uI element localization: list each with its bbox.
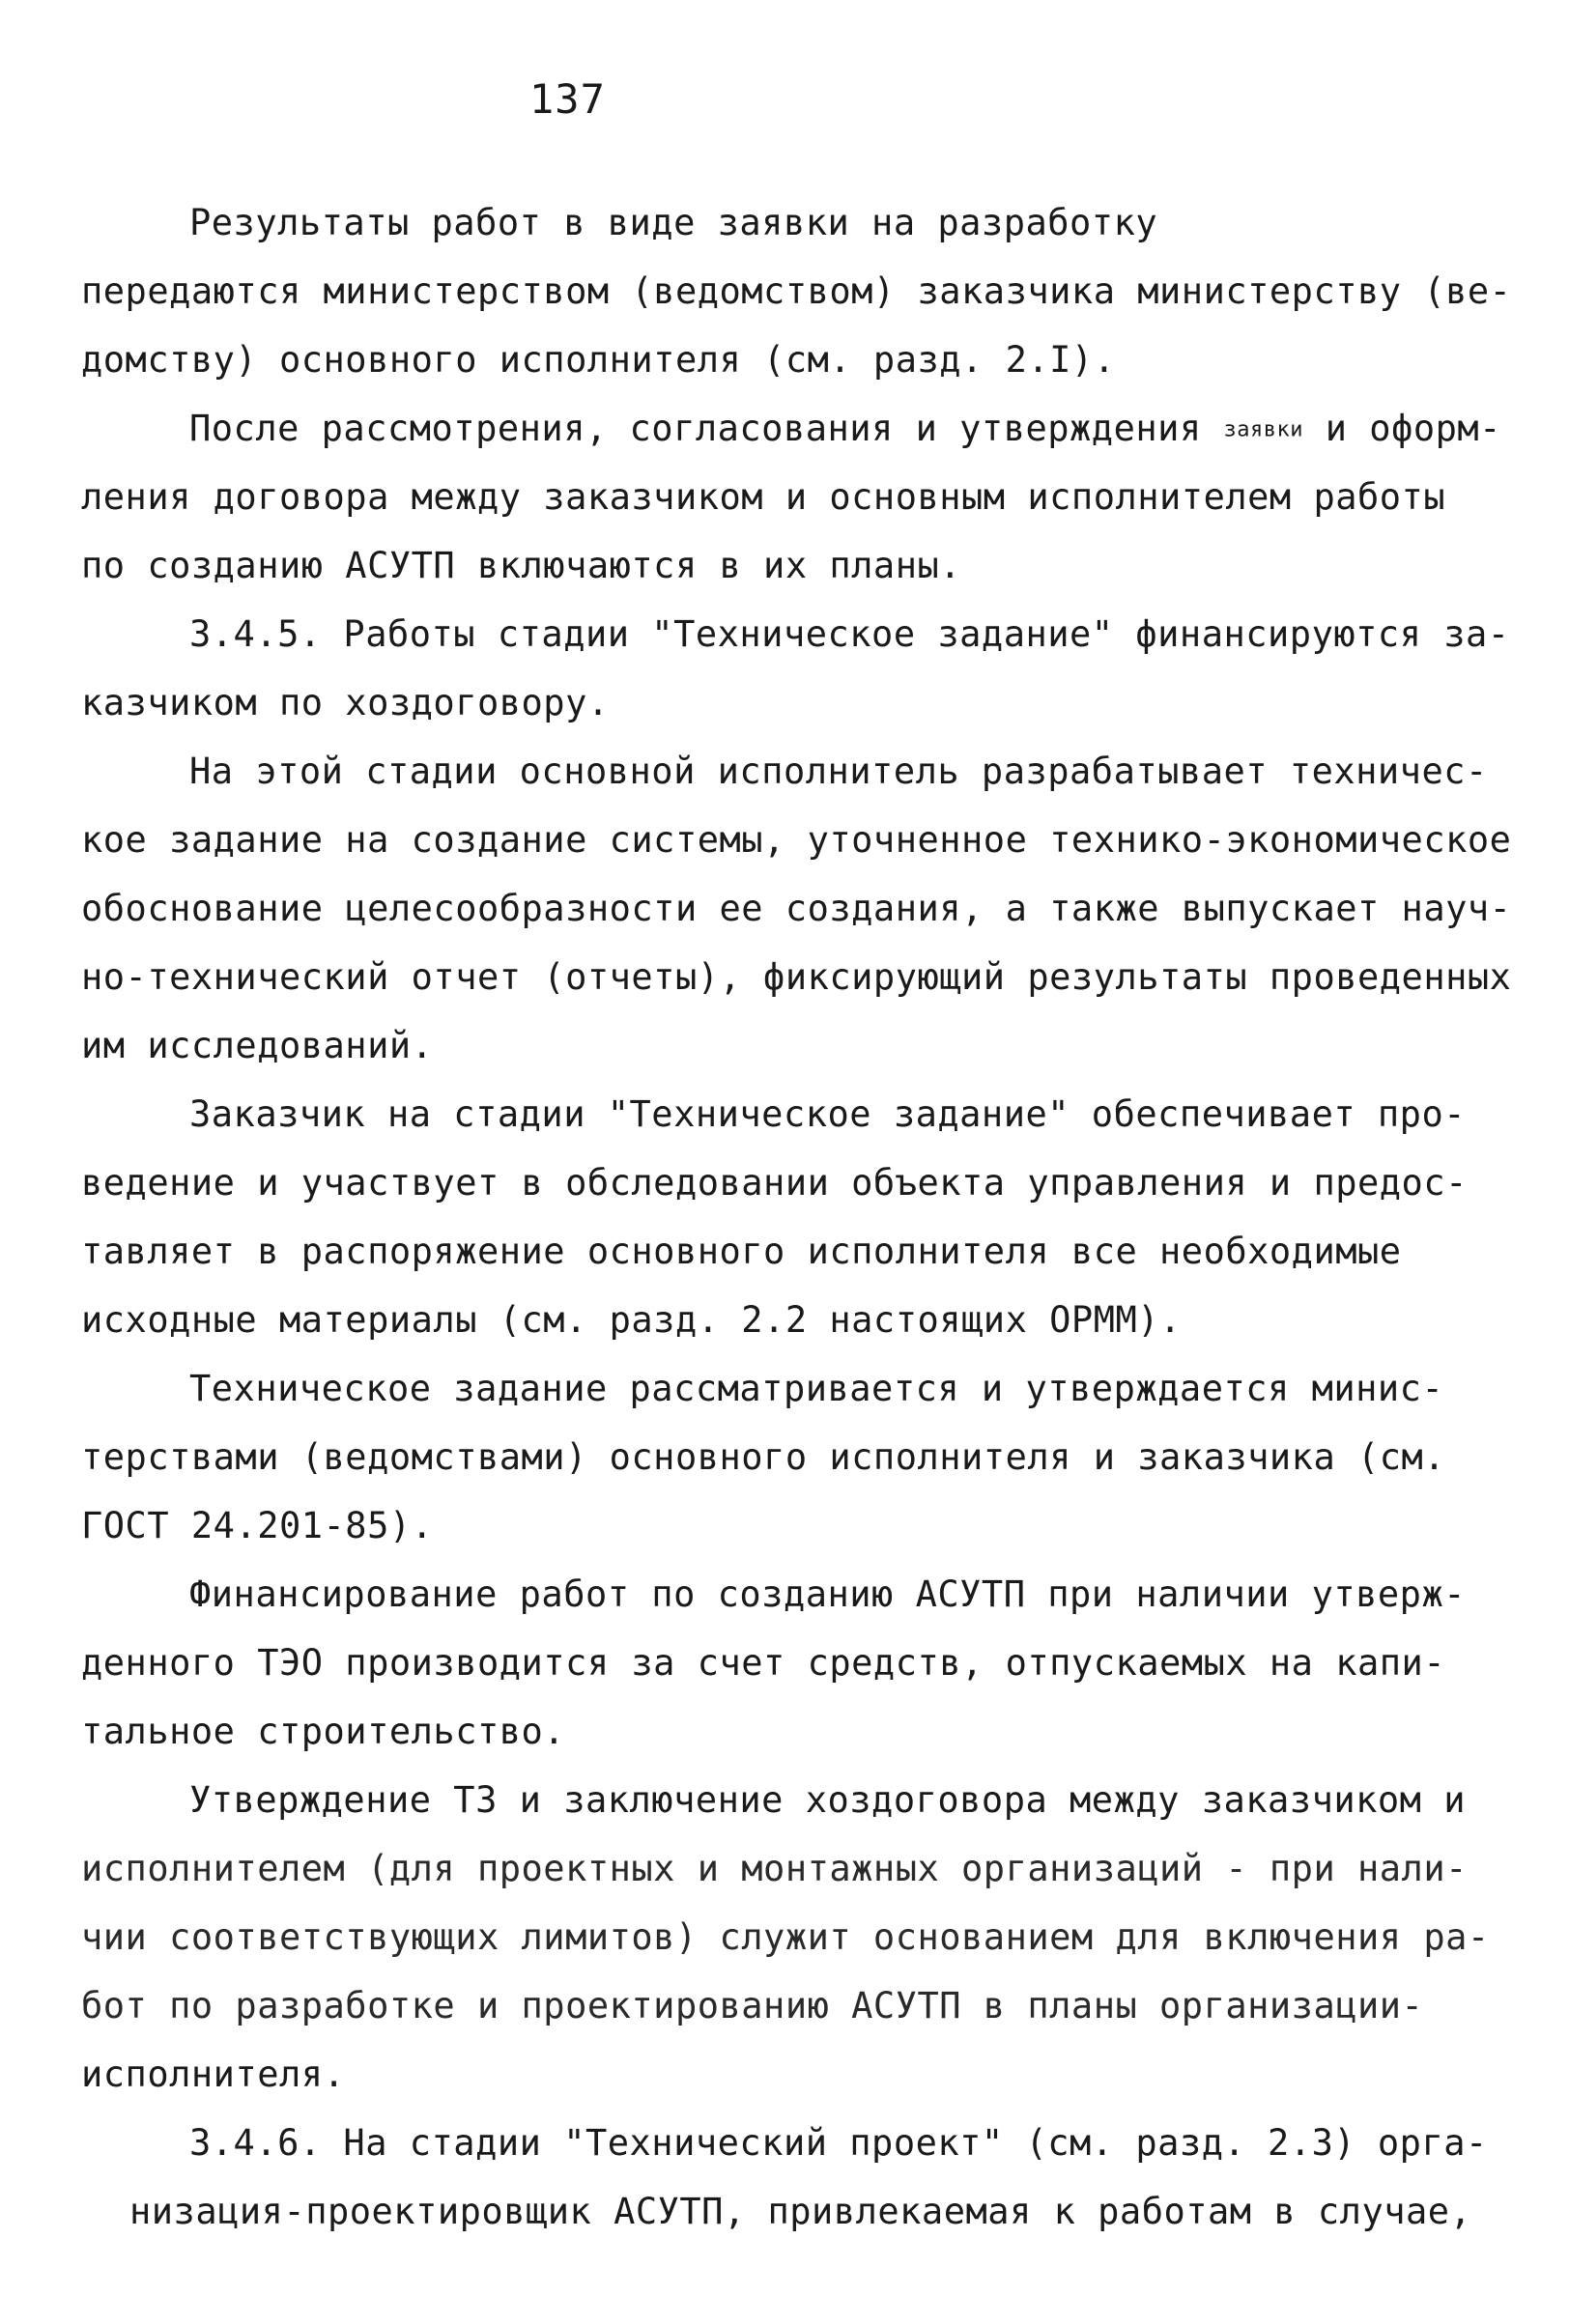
paragraph-line: тавляет в распоряжение основного исполнителя все необходимые — [81, 1231, 1402, 1272]
page-number: 137 — [529, 75, 606, 123]
paragraph-line: чии соответствующих лимитов) служит основанием для включения ра- — [81, 1916, 1490, 1958]
line-text: После рассмотрения, согласования и утверждения — [189, 408, 1202, 449]
paragraph-line: исходные материалы (см. разд. 2.2 настоящих ОРММ). — [81, 1299, 1182, 1341]
paragraph-line: 3.4.5. Работы стадии "Техническое задание" финансируются за- — [189, 613, 1510, 655]
paragraph-line: но-технический отчет (отчеты), фиксирующий результаты проведенных — [81, 956, 1512, 998]
paragraph-line: Результаты работ в виде заявки на разработку — [189, 202, 1158, 243]
paragraph-line: передаются министерством (ведомством) заказчика министерству (ве- — [81, 270, 1512, 312]
paragraph-line: кое задание на создание системы, уточненное технико-экономическое — [81, 819, 1512, 861]
paragraph-line: им исследований. — [81, 1025, 434, 1066]
paragraph-line — [189, 408, 1501, 449]
paragraph-line: Техническое задание рассматривается и утверждается минис- — [189, 1368, 1444, 1409]
paragraph-line: Заказчик на стадии "Техническое задание" обеспечивает про- — [189, 1093, 1467, 1135]
paragraph-line: Финансирование работ по созданию АСУТП при наличии утверж- — [189, 1573, 1467, 1615]
line-text: и оформ- — [1325, 408, 1501, 449]
paragraph-line: низация-проектировщик АСУТП, привлекаемая к работам в случае, — [129, 2191, 1472, 2232]
paragraph-line: по созданию АСУТП включаются в их планы. — [81, 545, 962, 586]
paragraph-line: Утверждение ТЗ и заключение хоздоговора между заказчиком и — [189, 1779, 1467, 1821]
paragraph-line: тальное строительство. — [81, 1711, 566, 1752]
paragraph-line: 3.4.6. На стадии "Технический проект" (см. разд. 2.3) орга- — [189, 2122, 1488, 2164]
paragraph-line: ведение и участвует в обследовании объекта управления и предос- — [81, 1162, 1468, 1204]
paragraph-line: домству) основного исполнителя (см. разд. 2.I). — [81, 339, 1116, 381]
paragraph-line: терствами (ведомствами) основного исполнителя и заказчика (см. — [81, 1436, 1446, 1478]
paragraph-line: исполнителем (для проектных и монтажных организаций - при нали- — [81, 1848, 1468, 1889]
paragraph-line: На этой стадии основной исполнитель разрабатывает техничес- — [189, 751, 1488, 792]
paragraph-line: ГОСТ 24.201-85). — [81, 1505, 434, 1546]
handwritten-insert: заявки — [1223, 417, 1303, 442]
paragraph-line: обоснование целесообразности ее создания, а также выпускает науч- — [81, 888, 1512, 929]
paragraph-line: бот по разработке и проектированию АСУТП в планы организации- — [81, 1985, 1424, 2026]
paragraph-line: исполнителя. — [81, 2054, 346, 2095]
paragraph-line: казчиком по хоздоговору. — [81, 682, 610, 723]
paragraph-line: ления договора между заказчиком и основным исполнителем работы — [81, 476, 1446, 518]
paragraph-line: денного ТЭО производится за счет средств, отпускаемых на капи- — [81, 1642, 1446, 1684]
